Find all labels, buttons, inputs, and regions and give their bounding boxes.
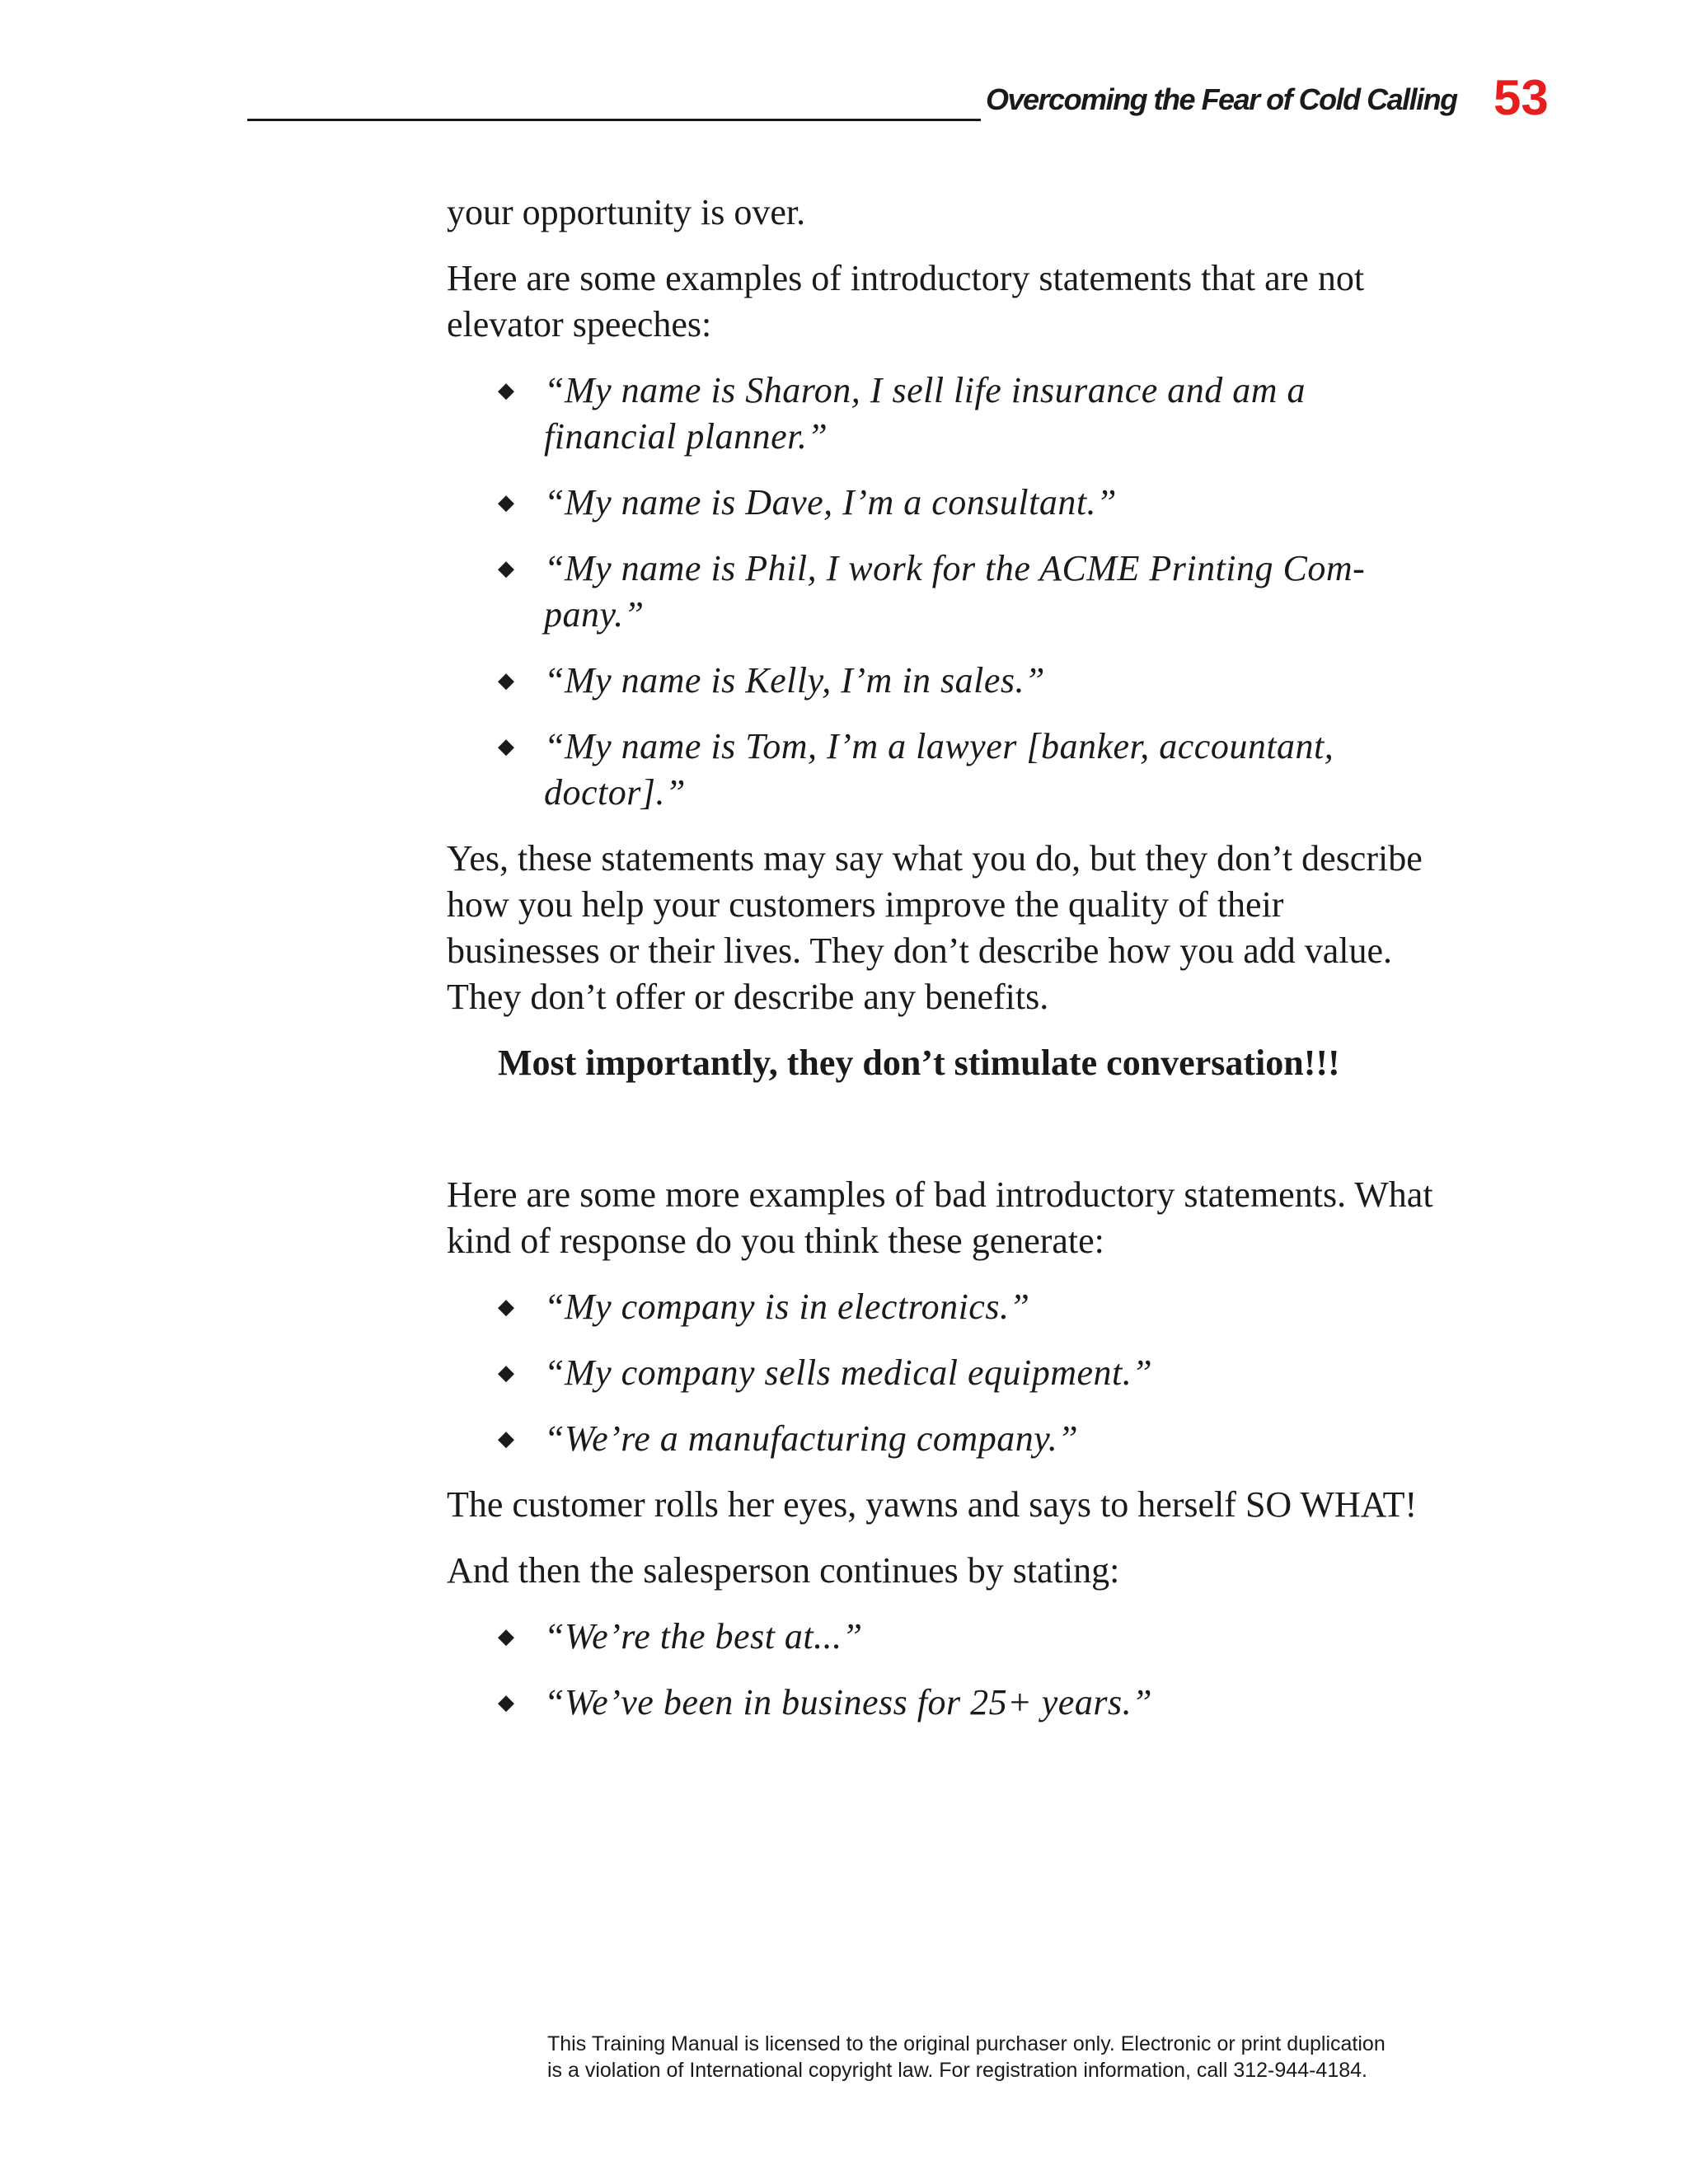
list-item-text: “We’re the best at...”	[544, 1616, 863, 1657]
list-item	[447, 1614, 1436, 1660]
list-item	[447, 1680, 1436, 1726]
diamond-bullet-icon: ◆	[498, 1361, 515, 1385]
list-item-text: “My name is Tom, I’m a lawyer [banker, accountant, doctor].”	[544, 726, 1334, 813]
diamond-bullet-icon: ◆	[498, 1427, 515, 1451]
list-item-text: “We’re a manufacturing company.”	[544, 1418, 1079, 1459]
list-item-text: “My company sells medical equipment.”	[544, 1352, 1153, 1393]
paragraph: Here are some examples of introductory statements that are not elevator speeches:	[447, 258, 1365, 344]
diamond-bullet-icon: ◆	[498, 378, 515, 402]
diamond-bullet-icon: ◆	[498, 734, 515, 758]
page-number: 53	[1493, 70, 1549, 125]
example-list-2	[447, 1284, 1436, 1462]
list-item	[447, 724, 1436, 816]
paragraph: your opportunity is over.	[447, 192, 806, 232]
header-rule	[247, 119, 981, 121]
list-item-text: “My name is Sharon, I sell life insurance and am a financial planner.”	[544, 370, 1306, 457]
paragraph: The customer rolls her eyes, yawns and says to herself SO WHAT!	[447, 1484, 1418, 1525]
diamond-bullet-icon: ◆	[498, 1624, 515, 1648]
list-item	[447, 480, 1436, 526]
diamond-bullet-icon: ◆	[498, 1690, 515, 1714]
list-item-text: “My name is Phil, I work for the ACME Printing Com- pany.”	[544, 548, 1366, 635]
emphasis-statement: Most importantly, they don’t stimulate conversation!!!	[498, 1043, 1340, 1083]
list-item	[447, 368, 1436, 460]
list-item-text: “My name is Kelly, I’m in sales.”	[544, 660, 1046, 701]
list-item-text: “My company is in electronics.”	[544, 1286, 1030, 1327]
example-list-3	[447, 1614, 1436, 1726]
list-item	[447, 546, 1436, 638]
diamond-bullet-icon: ◆	[498, 490, 515, 514]
list-item	[447, 1284, 1436, 1330]
example-list-1	[447, 368, 1436, 816]
list-item	[447, 658, 1436, 704]
paragraph: And then the salesperson continues by stating:	[447, 1550, 1120, 1591]
copyright-line: is a violation of International copyright law. For registration information, call 312-944-4184.	[547, 2059, 1367, 2082]
list-item-text: “We’ve been in business for 25+ years.”	[544, 1682, 1153, 1722]
copyright-notice	[547, 2031, 1437, 2083]
copyright-line: This Training Manual is licensed to the original purchaser only. Electronic or print duplication	[547, 2032, 1386, 2055]
paragraph: Here are some more examples of bad introductory statements. What kind of response do you think these generate:	[447, 1174, 1433, 1261]
list-item-text: “My name is Dave, I’m a consultant.”	[544, 482, 1118, 523]
diamond-bullet-icon: ◆	[498, 668, 515, 692]
diamond-bullet-icon: ◆	[498, 556, 515, 580]
list-item	[447, 1350, 1436, 1396]
list-item	[447, 1416, 1436, 1462]
main-text	[447, 190, 1436, 1746]
running-title: Overcoming the Fear of Cold Calling	[986, 82, 1457, 116]
paragraph: Yes, these statements may say what you do, but they don’t describe how you help your customers improve the quality of their businesses or their lives. They don’t describe how you add value. They don’t offer or describe any benefits.	[447, 838, 1423, 1017]
diamond-bullet-icon: ◆	[498, 1295, 515, 1319]
